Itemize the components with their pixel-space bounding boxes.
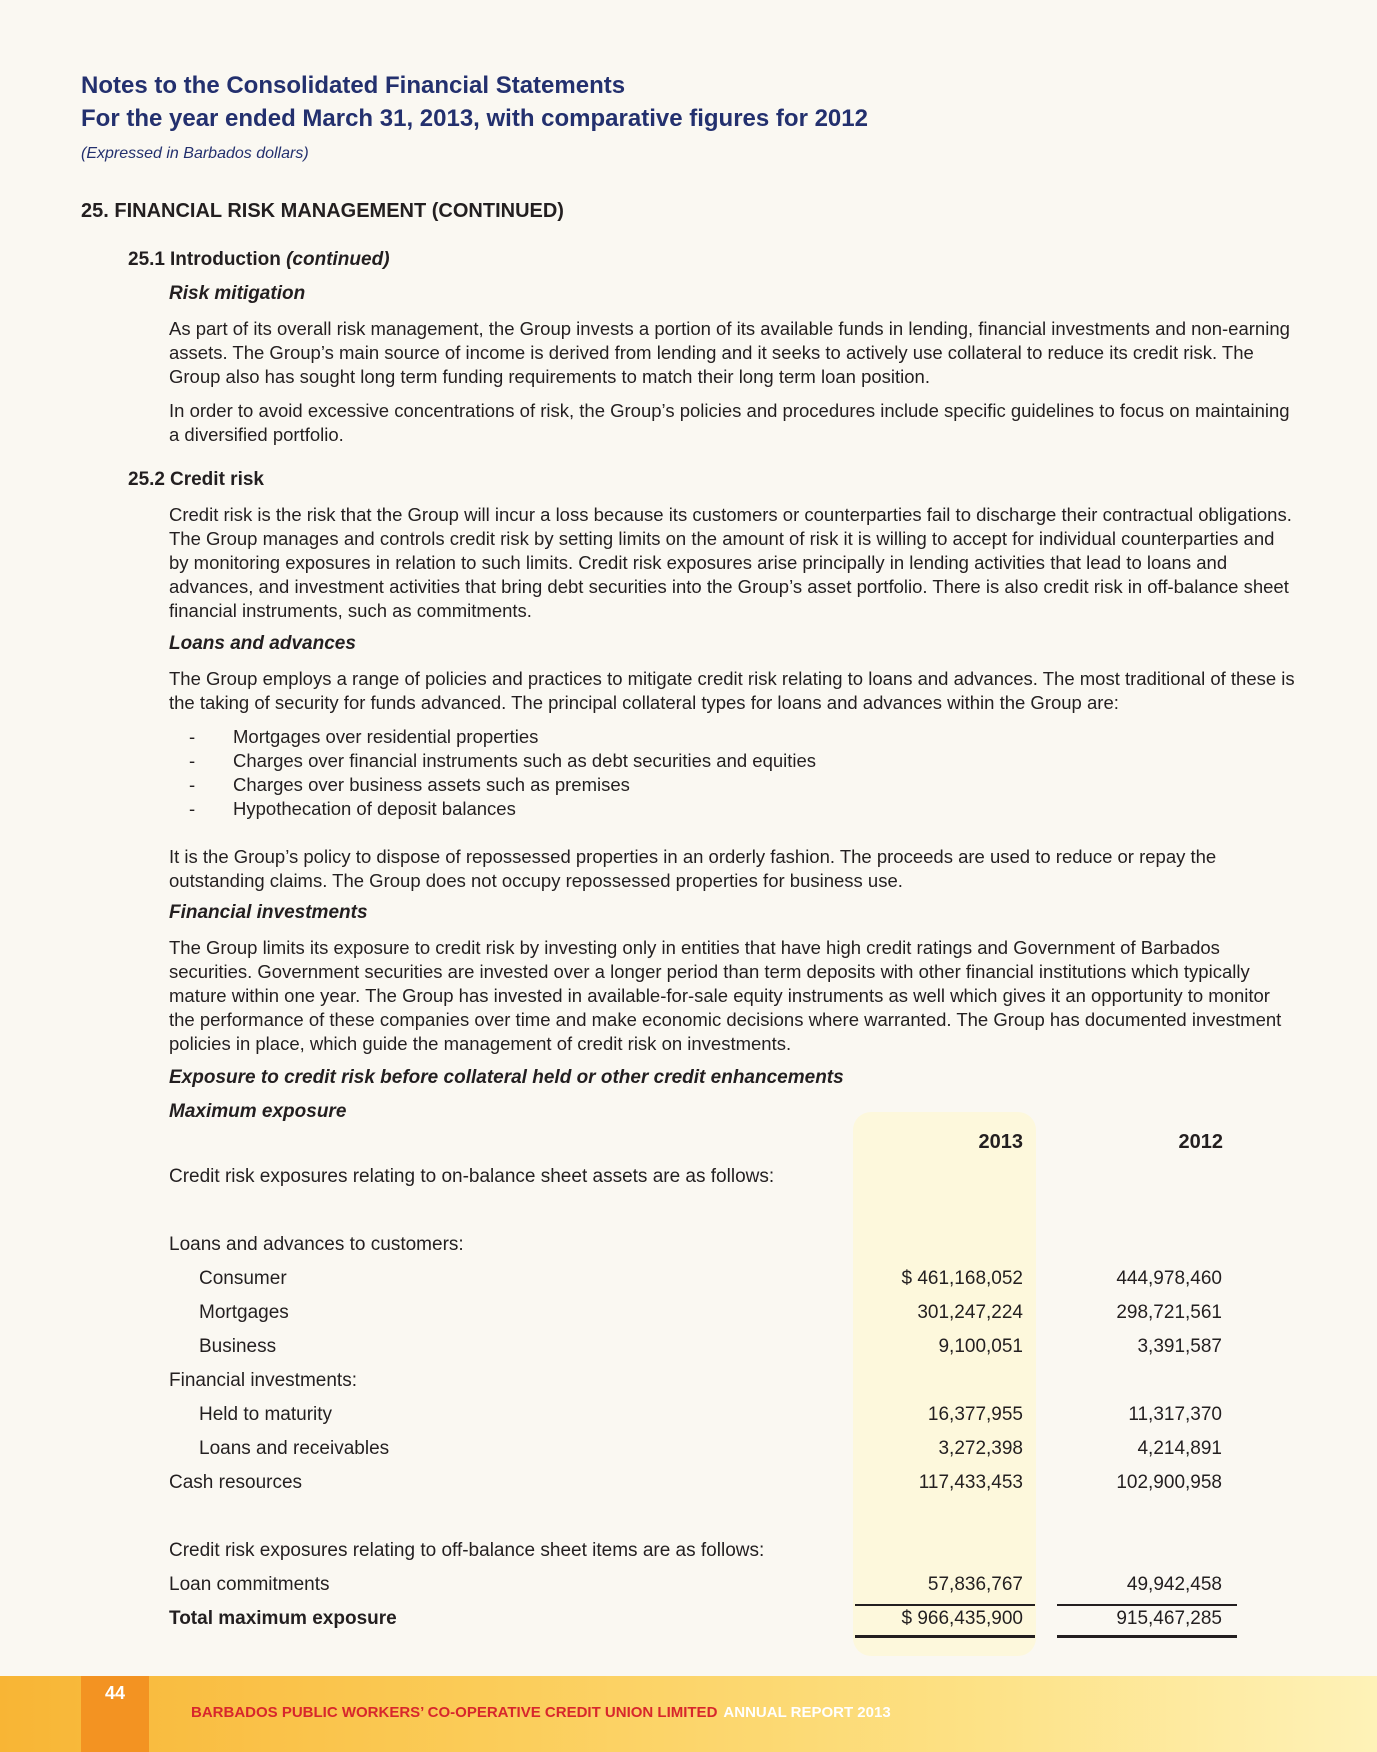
paragraph-text: Credit risk is the risk that the Group will incur a loss because its customers or counterparties fail to discharge their contractual obligations. The Group manages and controls credit risk by setting limits on the amount of risk it is willing to accept for individual counterparties and by monitoring exposures in relation to such limits. Credit risk exposures arise principally in lending activities that lead to loans and advances, and investment activities that bring debt securities into the Group’s asset portfolio. There is also credit risk in off-balance sheet financial instruments, such as commitments.: [169, 504, 1292, 621]
list-item: [189, 725, 816, 749]
paragraph-text: The Group employs a range of policies and practices to mitigate credit risk relating to loans and advances. The most traditional of these is the taking of security for funds advanced. The principal collateral types for loans and advances within the Group are:: [169, 668, 1295, 713]
total-double-rule-2013: [855, 1635, 1035, 1638]
table-row: [169, 1336, 1239, 1370]
page-title: Notes to the Consolidated Financial Statements: [81, 72, 626, 99]
value-2013: 9,100,051: [938, 1336, 1023, 1357]
subsection-title: Introduction: [170, 249, 281, 270]
row-label: Loan commitments: [169, 1574, 330, 1595]
value-2013: 301,247,224: [917, 1302, 1023, 1323]
value-2012: 3,391,587: [1137, 1336, 1222, 1357]
list-item-text: Charges over business assets such as premises: [233, 774, 630, 795]
list-item: [189, 797, 816, 821]
list-item: [189, 773, 816, 797]
subsection-credit-heading: [128, 469, 264, 491]
subsection-title-suffix: (continued): [286, 249, 390, 270]
subsection-intro-heading: [128, 249, 390, 271]
loans-advances-heading: Loans and advances: [169, 633, 356, 654]
column-header-2013: 2013: [978, 1131, 1023, 1153]
table-row: [169, 1574, 1239, 1608]
exposure-heading: Exposure to credit risk before collateral held or other credit enhancements: [169, 1067, 844, 1088]
subsection-title: Credit risk: [170, 469, 264, 490]
row-label: Financial investments:: [169, 1370, 357, 1391]
list-item-text: Mortgages over residential properties: [233, 726, 539, 747]
repossession-policy-paragraph: [169, 845, 1299, 893]
value-2012: 4,214,891: [1137, 1438, 1222, 1459]
financial-investments-paragraph: [169, 936, 1299, 1056]
currency-note: (Expressed in Barbados dollars): [81, 145, 309, 162]
total-double-rule-2012: [1057, 1635, 1237, 1638]
row-label: Cash resources: [169, 1472, 303, 1493]
paragraph-text: In order to avoid excessive concentrations of risk, the Group’s policies and procedures include specific guidelines to focus on maintaining a diversified portfolio.: [169, 400, 1290, 445]
table-row: [169, 1438, 1239, 1472]
table-row: [169, 1166, 1239, 1200]
paragraph-text: It is the Group’s policy to dispose of repossessed properties in an orderly fashion. The proceeds are used to reduce or repay the outstanding claims. The Group does not occupy repossessed properties for business use.: [169, 846, 1217, 891]
row-label: Total maximum exposure: [169, 1608, 397, 1629]
bullet-dash: -: [189, 726, 196, 747]
row-label: Credit risk exposures relating to on-balance sheet assets are as follows:: [169, 1166, 775, 1187]
row-label: Consumer: [199, 1268, 287, 1289]
table-row: [169, 1234, 1239, 1268]
table-row: [169, 1404, 1239, 1438]
credit-risk-paragraph: [169, 503, 1299, 623]
value-2013: 16,377,955: [927, 1404, 1023, 1425]
loans-advances-paragraph: [169, 667, 1299, 715]
footer-report: ANNUAL REPORT 2013: [723, 1704, 891, 1721]
section-heading: 25. FINANCIAL RISK MANAGEMENT (CONTINUED): [81, 200, 564, 222]
value-2013: 117,433,453: [918, 1472, 1023, 1493]
footer-organization: BARBADOS PUBLIC WORKERS’ CO-OPERATIVE CREDIT UNION LIMITED: [191, 1704, 718, 1721]
footer-text: [191, 1704, 891, 1721]
financial-investments-heading: Financial investments: [169, 902, 368, 923]
bullet-dash: -: [189, 798, 196, 819]
row-label: Credit risk exposures relating to off-balance sheet items are as follows:: [169, 1540, 765, 1561]
list-item-text: Hypothecation of deposit balances: [233, 798, 516, 819]
value-2012: 444,978,460: [1116, 1268, 1222, 1289]
value-2013: 57,836,767: [927, 1574, 1023, 1595]
row-label: Loans and receivables: [199, 1438, 390, 1459]
value-2012: 102,900,958: [1116, 1472, 1222, 1493]
table-row: [169, 1472, 1239, 1506]
value-2012: 49,942,458: [1126, 1574, 1222, 1595]
list-item: [189, 749, 817, 773]
row-label: Business: [199, 1336, 277, 1357]
paragraph-text: The Group limits its exposure to credit risk by investing only in entities that have high credit ratings and Government of Barbados securities. Government securities are invested over a longer period than term deposits with other financial institutions which typically mature within one year. The Group has invested in available-for-sale equity instruments as well which gives it an opportunity to monitor the performance of these companies over time and make economic decisions where warranted. The Group has documented investment policies in place, which guide the management of credit risk on investments.: [169, 937, 1282, 1054]
max-exposure-heading: Maximum exposure: [169, 1101, 347, 1122]
list-item-text: Charges over financial instruments such as debt securities and equities: [233, 750, 817, 771]
subtotal-rule-2012: [1057, 1604, 1237, 1606]
subsection-number: 25.1: [128, 249, 165, 270]
value-2013: $ 966,435,900: [901, 1608, 1023, 1629]
collateral-list: [189, 725, 817, 821]
row-label: Loans and advances to customers:: [169, 1234, 464, 1255]
page-number: 44: [81, 1676, 149, 1752]
table-row: [169, 1268, 1239, 1302]
value-2013: $ 461,168,052: [901, 1268, 1023, 1289]
bullet-dash: -: [189, 750, 196, 771]
risk-mitigation-paragraph-2: [169, 399, 1299, 447]
column-header-2012: 2012: [1178, 1131, 1223, 1153]
subtotal-rule-2013: [855, 1604, 1035, 1606]
row-label: Mortgages: [199, 1302, 289, 1323]
table-row: [169, 1302, 1239, 1336]
row-label: Held to maturity: [199, 1404, 333, 1425]
page-subtitle: For the year ended March 31, 2013, with comparative figures for 2012: [81, 105, 868, 132]
risk-mitigation-paragraph-1: [169, 317, 1299, 389]
value-2012: 298,721,561: [1116, 1302, 1222, 1323]
value-2012: 915,467,285: [1116, 1608, 1222, 1629]
bullet-dash: -: [189, 774, 196, 795]
subsection-number: 25.2: [128, 469, 165, 490]
value-2013: 3,272,398: [938, 1438, 1023, 1459]
table-row: [169, 1370, 1239, 1404]
paragraph-text: As part of its overall risk management, the Group invests a portion of its available funds in lending, financial investments and non-earning assets. The Group’s main source of income is derived from lending and it seeks to actively use collateral to reduce its credit risk. The Group also has sought long term funding requirements to match their long term loan position.: [169, 318, 1290, 387]
risk-mitigation-heading: Risk mitigation: [169, 283, 306, 304]
table-row: [169, 1540, 1239, 1574]
value-2012: 11,317,370: [1128, 1404, 1222, 1425]
